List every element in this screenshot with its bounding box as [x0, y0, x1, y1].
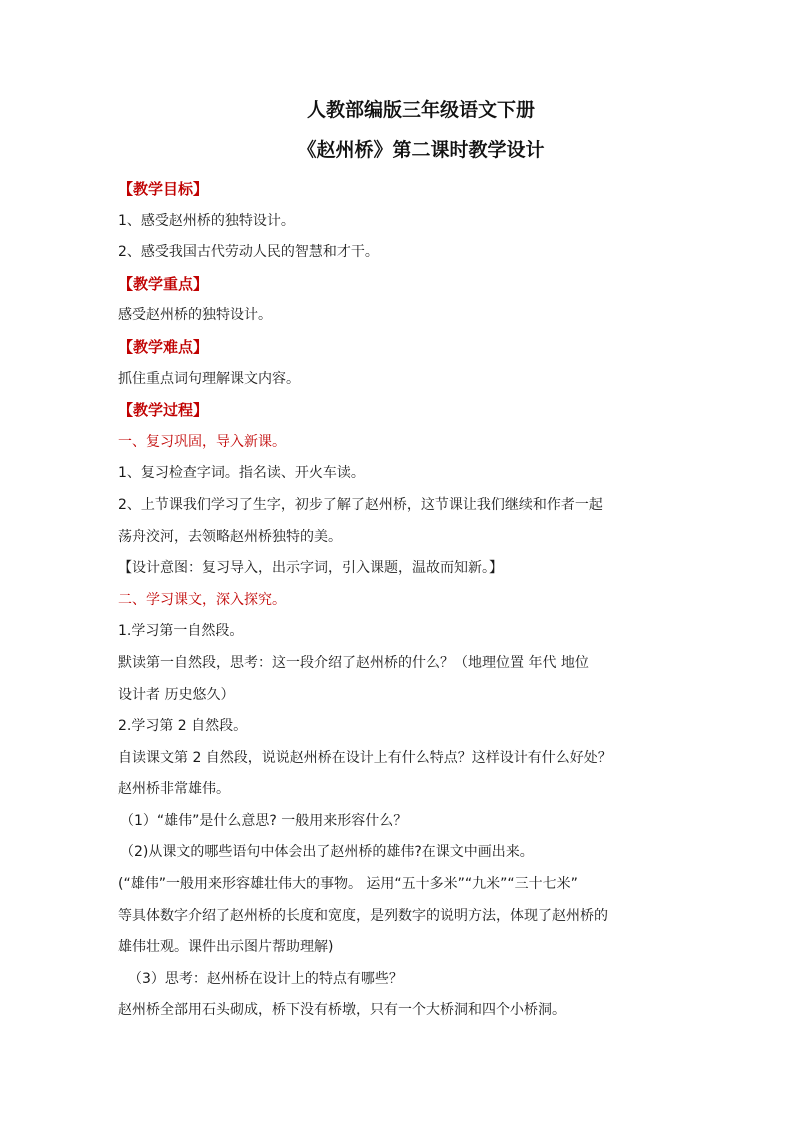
process-line: 自读课文第 2 自然段，说说赵州桥在设计上有什么特点？这样设计有什么好处？ — [118, 749, 612, 766]
process-line: 1.学习第一自然段。 — [118, 623, 244, 640]
design-intent-note: 【设计意图：复习导入，出示字词，引入课题，温故而知新。】 — [118, 560, 503, 577]
difficulty-text: 抓住重点词句理解课文内容。 — [118, 370, 300, 387]
process-line: 荡舟洨河，去领略赵州桥独特的美。 — [118, 528, 342, 545]
goal-item: 2、感受我国古代劳动人民的智慧和才干。 — [118, 244, 379, 261]
process-line: 赵州桥全部用石头砌成，桥下没有桥墩，只有一个大桥洞和四个小桥洞。 — [118, 1002, 566, 1019]
section-heading-goals: 【教学目标】 — [118, 180, 209, 198]
process-line: 2.学习第 2 自然段。 — [118, 718, 248, 735]
process-part2-heading: 二、学习课文，深入探究。 — [118, 591, 286, 608]
key-point-text: 感受赵州桥的独特设计。 — [118, 307, 272, 324]
document-page — [118, 92, 698, 1027]
process-line: 1、复习检查字词。指名读、开火车读。 — [118, 465, 365, 482]
process-line: 赵州桥非常雄伟。 — [118, 781, 230, 798]
process-part1-heading: 一、复习巩固，导入新课。 — [118, 433, 286, 450]
process-line: 设计者 历史悠久） — [118, 686, 235, 703]
question-item: （2)从课文的哪些语句中体会出了赵州桥的雄伟?在课文中画出来。 — [120, 844, 534, 861]
question-item: （3）思考：赵州桥在设计上的特点有哪些？ — [128, 970, 403, 987]
section-heading-key: 【教学重点】 — [118, 274, 209, 293]
process-line: 等具体数字介绍了赵州桥的长度和宽度，是列数字的说明方法，体现了赵州桥的 — [118, 907, 608, 924]
process-line: 雄伟壮观。课件出示图片帮助理解) — [118, 939, 334, 956]
document-subtitle: 《赵州桥》第二课时教学设计 — [297, 139, 545, 161]
question-item: （1）“雄伟”是什么意思? 一般用来形容什么？ — [120, 812, 408, 829]
process-line: 默读第一自然段，思考：这一段介绍了赵州桥的什么？（地理位置 年代 地位 — [118, 654, 589, 671]
process-line: (“雄伟”一般用来形容雄壮伟大的事物。 运用“五十多米”“九米”“三十七米” — [118, 876, 578, 893]
document-title: 人教部编版三年级语文下册 — [306, 99, 535, 121]
section-heading-process: 【教学过程】 — [118, 401, 209, 420]
section-heading-difficulty: 【教学难点】 — [118, 337, 209, 356]
goal-item: 1、感受赵州桥的独特设计。 — [118, 212, 295, 229]
process-line: 2、上节课我们学习了生字，初步了解了赵州桥，这节课让我们继续和作者一起 — [118, 496, 603, 513]
